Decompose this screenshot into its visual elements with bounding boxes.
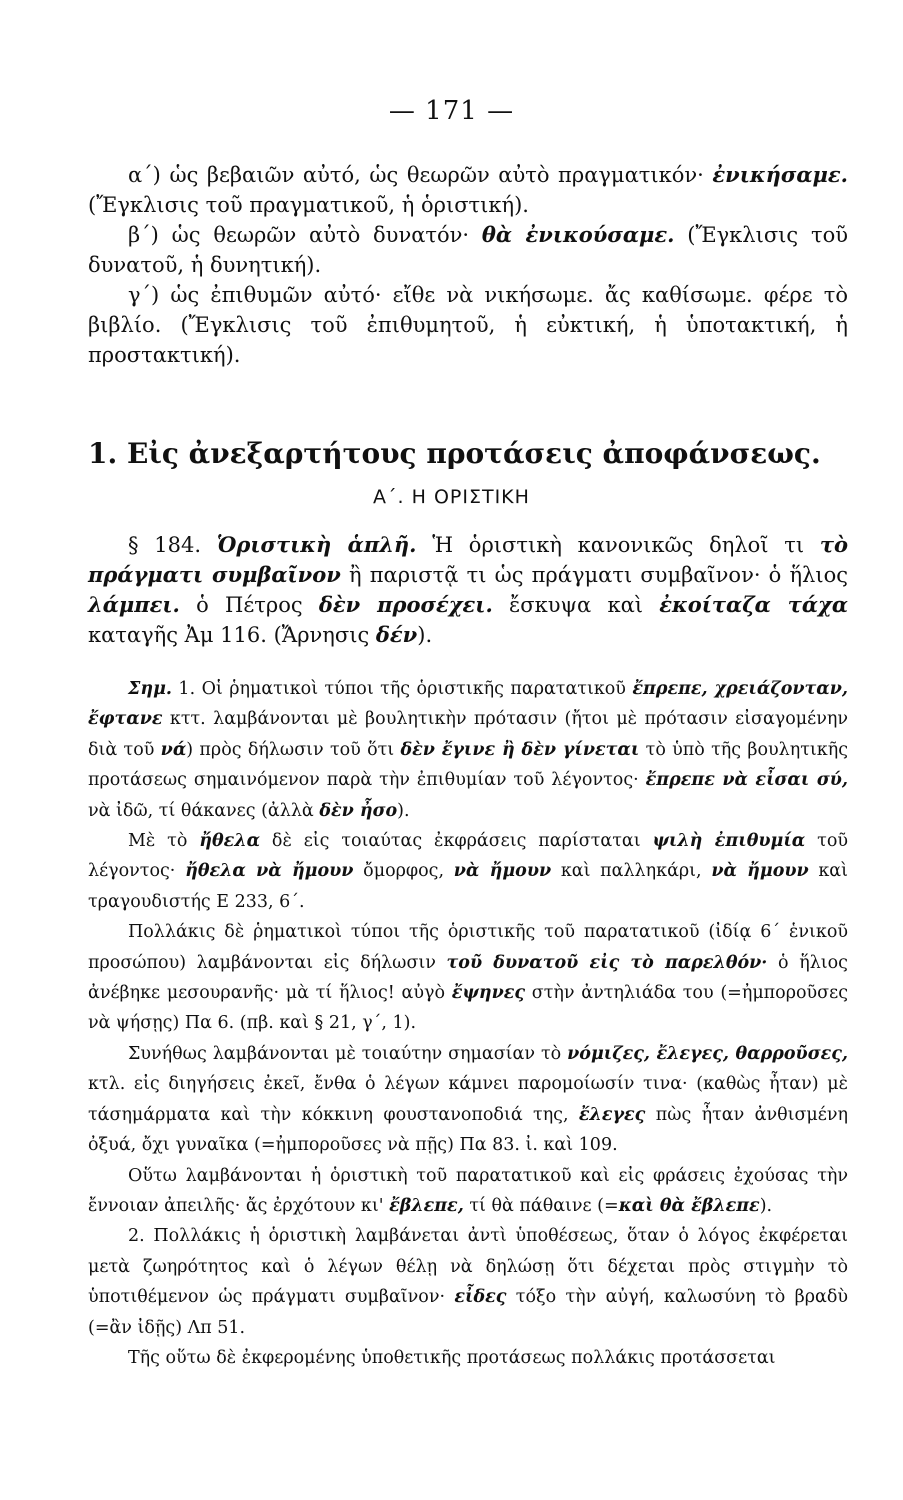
mood-c: γ΄) ὡς ἐπιθυμῶν αὐτό· εἴθε νὰ νικήσωμε. ἄς καθίσωμε. φέρε τὸ βιβλίο. (Ἔγκλισις τοῦ ἐπιθυμητοῦ, ἡ εὐκτική, ἡ ὑποτακτική, ἡ προστακτική).: [88, 283, 848, 367]
notes-block: [88, 674, 848, 1373]
section-subheading: Α΄. Η ΟΡΙΣΤΙΚΗ: [373, 486, 530, 508]
paragraph-synithos: Συνήθως λαμβάνονται μὲ τοιαύτην σημασίαν τὸ νόμιζες, ἔλεγες, θαρροῦσες, κτλ. εἰς διηγήσεις ἐκεῖ, ἔνθα ὁ λέγων κάμνει παρομοίωσίν τινα· (καθὼς ἦταν) μὲ τάσημάρματα καὶ τὴν κόκκινη φουστανοποδιά της, ἔλεγες πὼς ἦταν ἀνθισμένη ὀξυά, ὄχι γυναῖκα (=ἠμποροῦσες νὰ πῇς) Πα 83. ἰ. καὶ 109.: [88, 1043, 848, 1156]
note-2: 2. Πολλάκις ἡ ὁριστικὴ λαμβάνεται ἀντὶ ὑποθέσεως, ὅταν ὁ λόγος ἐκφέρεται μετὰ ζωηρότητος καὶ ὁ λέγων θέλῃ νὰ δηλώσῃ ὅτι δέχεται πρὸς στιγμὴν τὸ ὑποτιθέμενον ὡς πράγματι συμβαῖνον· εἶδες τόξο τὴν αὐγή, καλωσύνη τὸ βραδὺ (=ἂν ἰδῇς) Λπ 51.: [88, 1226, 848, 1338]
last-line: Τῆς οὕτω δὲ ἐκφερομένης ὑποθετικῆς προτάσεως πολλάκις προτάσσεται: [128, 1347, 776, 1368]
section-title: Ὁριστικὴ ἁπλῆ.: [216, 532, 417, 557]
paragraph-ithela: Μὲ τὸ ἤθελα δὲ εἰς τοιαύτας ἐκφράσεις παρίσταται ψιλὴ ἐπιθυμία τοῦ λέγοντος· ἤθελα νὰ ἤμουν ὄμορφος, νὰ ἤμουν καὶ παλληκάρι, νὰ ἤμουν καὶ τραγουδιστής Ε 233, 6΄.: [88, 831, 848, 912]
mood-a: α΄) ὡς βεβαιῶν αὐτό, ὡς θεωρῶν αὐτὸ πραγματικόν· ἐνικήσαμε. (Ἔγκλισις τοῦ πραγματικοῦ, ἡ ὁριστική).: [88, 162, 848, 217]
paragraph-outo: Οὕτω λαμβάνονται ἡ ὁριστικὴ τοῦ παρατατικοῦ καὶ εἰς φράσεις ἐχούσας τὴν ἔννοιαν ἀπειλῆς· ἄς ἐρχότουν κι' ἔβλεπε, τί θὰ πάθαινε (=καὶ θὰ ἔβλεπε).: [88, 1165, 848, 1216]
intro-block: [88, 160, 848, 370]
page-number: — 171 —: [388, 96, 515, 126]
mood-b: β΄) ὡς θεωρῶν αὐτὸ δυνατόν· θὰ ἐνικούσαμε. (Ἔγκλισις τοῦ δυνατοῦ, ἡ δυνητική).: [88, 222, 849, 277]
section-184: § 184. Ὁριστικὴ ἁπλῆ. Ἡ ὁριστικὴ κανονικῶς δηλοῖ τι τὸ πράγματι συμβαῖνον ἢ παριστᾷ τι ὡς πράγματι συμβαῖνον· ὁ ἥλιος λάμπει. ὁ Πέτρος δὲν προσέχει. ἔσκυψα καὶ ἐκοίταζα τάχα καταγῆς Ἀμ 116. (Ἄρνησις δέν).: [88, 532, 848, 647]
paragraph-pollakis: Πολλάκις δὲ ῥηματικοὶ τύποι τῆς ὁριστικῆς τοῦ παρατατικοῦ (ἰδίᾳ 6΄ ἑνικοῦ προσώπου) λαμβάνονται εἰς δήλωσιν τοῦ δυνατοῦ εἰς τὸ παρελθόν· ὁ ἥλιος ἀνέβηκε μεσουρανῆς· μὰ τί ἥλιος! αὐγὸ ἔψηνες στὴν ἀντηλιάδα του (=ἠμποροῦσες νὰ ψήσῃς) Πα 6. (πβ. καὶ § 21, γ΄, 1).: [88, 922, 848, 1034]
section-number: § 184.: [128, 533, 201, 557]
note-1: Σημ. 1. Οἱ ῥηματικοὶ τύποι τῆς ὁριστικῆς παρατατικοῦ ἔπρεπε, χρειάζονταν, ἔφτανε κττ. λαμβάνονται μὲ βουλητικὴν πρότασιν (ἤτοι μὲ πρότασιν εἰσαγομένην διὰ τοῦ νά) πρὸς δήλωσιν τοῦ ὅτι δὲν ἔγινε ἢ δὲν γίνεται τὸ ὑπὸ τῆς βουλητικῆς προτάσεως σημαινόμενον παρὰ τὴν ἐπιθυμίαν τοῦ λέγοντος· ἔπρεπε νὰ εἶσαι σύ, νὰ ἰδῶ, τί θάκανες (ἀλλὰ δὲν ἦσο).: [88, 679, 849, 821]
section-heading: 1. Εἰς ἀνεξαρτήτους προτάσεις ἀποφάνσεως.: [88, 437, 821, 470]
